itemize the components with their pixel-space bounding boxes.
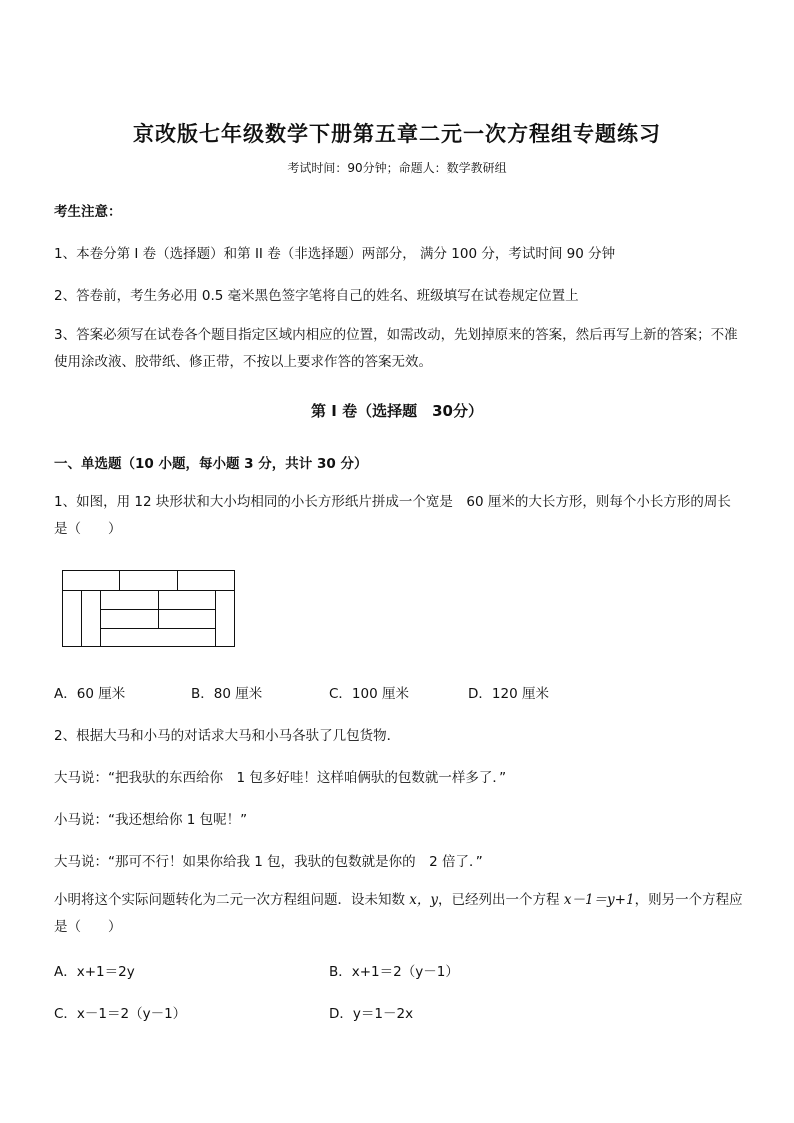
q1-option-a[interactable]: A．60 厘米 [54, 686, 126, 702]
part1-title: 第 I 卷（选择题 30分） [311, 402, 483, 420]
big-rectangle [63, 571, 235, 647]
q2-variables: x，y [409, 892, 439, 908]
q2-dialog-2: 小马说：“我还想给你 1 包呢！” [54, 812, 248, 828]
notice-heading: 考生注意： [54, 204, 122, 220]
q2-option-c[interactable]: C．x－1＝2（y－1） [54, 1006, 187, 1022]
notice-item-2: 2、答卷前，考生务必用 0.5 毫米黑色签字笔将自己的姓名、班级填写在试卷规定位置上 [54, 288, 579, 304]
q2-stem: 2、根据大马和小马的对话求大马和小马各驮了几包货物． [54, 728, 401, 744]
notice-item-3: 3、答案必须写在试卷各个题目指定区域内相应的位置，如需改动，先划掉原来的答案，然后再写上新的答案；不准使用涂改液、胶带纸、修正带，不按以上要求作答的答案无效。 [54, 327, 738, 370]
q2-option-d[interactable]: D．y＝1－2x [329, 1006, 414, 1022]
rectangle-tiling-figure [62, 570, 238, 650]
section-heading: 一、单选题（10 小题，每小题 3 分，共计 30 分） [54, 456, 368, 472]
q2-dialog-3: 大马说：“那可不行！如果你给我 1 包，我驮的包数就是你的 2 倍了．” [54, 854, 483, 870]
q1-option-b[interactable]: B．80 厘米 [191, 686, 263, 702]
q2-option-b[interactable]: B．x+1＝2（y－1） [329, 964, 459, 980]
q2-given-equation: x－1＝y+1 [563, 892, 635, 908]
q1-stem: 1、如图，用 12 块形状和大小均相同的小长方形纸片拼成一个宽是 60 厘米的大长方形，则每个小长方形的周长是（ ） [54, 494, 731, 537]
exam-info: 考试时间：90分钟；命题人：数学教研组 [287, 161, 507, 175]
q2-option-a[interactable]: A．x+1＝2y [54, 964, 135, 980]
q1-option-c[interactable]: C．100 厘米 [329, 686, 409, 702]
q2-conversion: 小明将这个实际问题转化为二元一次方程组问题．设未知数 x，y，已经列出一个方程 x－1＝y+1，则另一个方程应是（ ） [54, 892, 743, 935]
notice-item-1: 1、本卷分第 I 卷（选择题）和第 II 卷（非选择题）两部分， 满分 100 分，考试时间 90 分钟 [54, 246, 616, 262]
q2-dialog-1: 大马说：“把我驮的东西给你 1 包多好哇！这样咱俩驮的包数就一样多了．” [54, 770, 507, 786]
q1-option-d[interactable]: D．120 厘米 [468, 686, 549, 702]
page-title: 京改版七年级数学下册第五章二元一次方程组专题练习 [133, 121, 661, 146]
